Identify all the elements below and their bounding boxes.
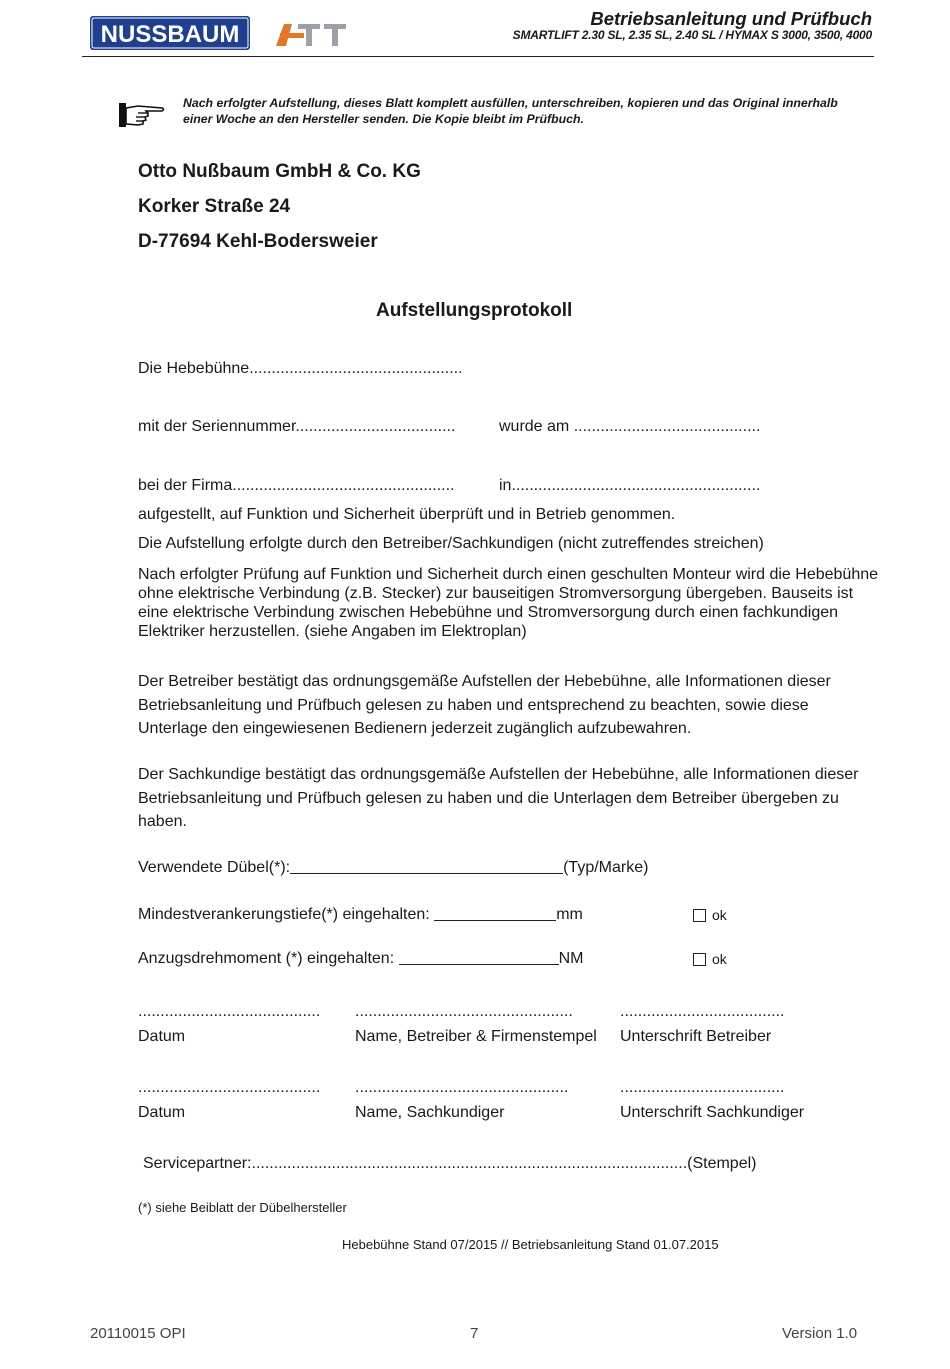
drehmoment-line bbox=[138, 949, 584, 968]
signature-dots-name-1[interactable]: ................................................. bbox=[355, 1003, 573, 1020]
field-firma: bei der Firma.................................................. bbox=[138, 477, 455, 494]
page-title: Aufstellungsprotokoll bbox=[376, 300, 573, 321]
pointing-hand-icon bbox=[118, 100, 166, 130]
signature-label-unterschrift-sachkundiger: Unterschrift Sachkundiger bbox=[620, 1104, 805, 1121]
signature-dots-unterschrift-2[interactable]: ..................................... bbox=[620, 1079, 785, 1096]
duebel-suffix: (Typ/Marke) bbox=[563, 859, 649, 876]
footer-page-number: 7 bbox=[470, 1325, 479, 1342]
signature-dots-datum-2[interactable]: ......................................... bbox=[138, 1079, 321, 1096]
signature-label-name-betreiber: Name, Betreiber & Firmenstempel bbox=[355, 1028, 597, 1045]
header-title: Betriebsanleitung und Prüfbuch bbox=[590, 8, 872, 29]
field-ort: in........................................................ bbox=[499, 477, 761, 494]
header-divider bbox=[82, 56, 874, 57]
verankerungstiefe-input-line[interactable] bbox=[434, 905, 556, 921]
verankerungstiefe-line bbox=[138, 905, 583, 924]
duebel-label: Verwendete Dübel(*): bbox=[138, 859, 291, 876]
field-hebebuehne: Die Hebebühne................................................ bbox=[138, 360, 463, 377]
field-seriennummer: mit der Seriennummer.................................... bbox=[138, 418, 456, 435]
signature-label-datum-1: Datum bbox=[138, 1028, 186, 1045]
footnote: (*) siehe Beiblatt der Dübelhersteller bbox=[138, 1200, 347, 1215]
signature-label-name-sachkundiger: Name, Sachkundiger bbox=[355, 1104, 505, 1121]
drehmoment-input-line[interactable] bbox=[399, 949, 559, 965]
footer-version: Version 1.0 bbox=[782, 1325, 858, 1342]
text-aufstellung-durch: Die Aufstellung erfolgte durch den Betreiber/Sachkundigen (nicht zutreffendes streichen) bbox=[138, 535, 764, 552]
signature-dots-datum-1[interactable]: ......................................... bbox=[138, 1003, 321, 1020]
notice-text: Nach erfolgter Aufstellung, dieses Blatt komplett ausfüllen, unterschreiben, kopieren und das Original innerhalb einer Woche an den Hersteller senden. Die Kopie bleibt im Prüfbuch. bbox=[183, 96, 838, 126]
verankerungstiefe-label: Mindestverankerungstiefe(*) eingehalten: bbox=[138, 906, 430, 923]
verankerungstiefe-unit: mm bbox=[556, 906, 583, 923]
drehmoment-ok-checkbox[interactable] bbox=[693, 953, 706, 966]
header-subtitle: SMARTLIFT 2.30 SL, 2.35 SL, 2.40 SL / HYMAX S 3000, 3500, 4000 bbox=[512, 28, 872, 42]
drehmoment-label: Anzugsdrehmoment (*) eingehalten: bbox=[138, 950, 395, 967]
company-street: Korker Straße 24 bbox=[138, 196, 291, 217]
text-betreiber-bestaetigung: Der Betreiber bestätigt das ordnungsgemäße Aufstellen der Hebebühne, alle Informationen dieser Betriebsanleitung und Prüfbuch gelesen zu haben und entsprechend zu beachten, sowie diese Unterlage den eingewiesenen Bedienern jederzeit zugänglich aufzubewahren. bbox=[138, 673, 831, 737]
duebel-input-line[interactable] bbox=[290, 858, 563, 874]
verankerungstiefe-ok-checkbox[interactable] bbox=[693, 909, 706, 922]
text-pruefung: Nach erfolgter Prüfung auf Funktion und Sicherheit durch einen geschulten Monteur wird die Hebebühne ohne elektrische Verbindung (z.B. Stecker) zur bauseitigen Stromversorgung übergeben. Bauseits ist eine elektrische Verbindung zwischen Hebebühne und Stromversorgung durch einen fachkundigen Elektriker herzustellen. (siehe Angaben im Elektroplan) bbox=[138, 566, 879, 640]
company-city: D-77694 Kehl-Bodersweier bbox=[138, 231, 378, 252]
nussbaum-logo-text: NUSSBAUM bbox=[100, 21, 240, 48]
duebel-line bbox=[138, 858, 648, 877]
signature-dots-name-2[interactable]: ................................................ bbox=[355, 1079, 569, 1096]
text-aufgestellt: aufgestellt, auf Funktion und Sicherheit überprüft und in Betrieb genommen. bbox=[138, 506, 676, 523]
verankerungstiefe-ok-label: ok bbox=[712, 907, 727, 923]
nussbaum-logo bbox=[90, 16, 250, 50]
drehmoment-unit: NM bbox=[558, 950, 584, 967]
att-logo bbox=[276, 24, 348, 46]
footer-doc-number: 20110015 OPI bbox=[90, 1325, 186, 1342]
signature-label-datum-2: Datum bbox=[138, 1104, 186, 1121]
text-sachkundige-bestaetigung: Der Sachkundige bestätigt das ordnungsgemäße Aufstellen der Hebebühne, alle Informationen dieser Betriebsanleitung und Prüfbuch gelesen zu haben und die Unterlagen dem Betreiber übergeben zu haben. bbox=[138, 766, 859, 830]
signature-label-unterschrift-betreiber: Unterschrift Betreiber bbox=[620, 1028, 772, 1045]
servicepartner-line[interactable]: Servicepartner:..................................................................................................(Stempel) bbox=[143, 1155, 757, 1172]
field-wurde-am: wurde am .......................................... bbox=[499, 418, 761, 435]
signature-dots-unterschrift-1[interactable]: ..................................... bbox=[620, 1003, 785, 1020]
company-name: Otto Nußbaum GmbH & Co. KG bbox=[138, 161, 421, 182]
stand-info: Hebebühne Stand 07/2015 // Betriebsanleitung Stand 01.07.2015 bbox=[342, 1237, 719, 1252]
drehmoment-ok-label: ok bbox=[712, 951, 727, 967]
